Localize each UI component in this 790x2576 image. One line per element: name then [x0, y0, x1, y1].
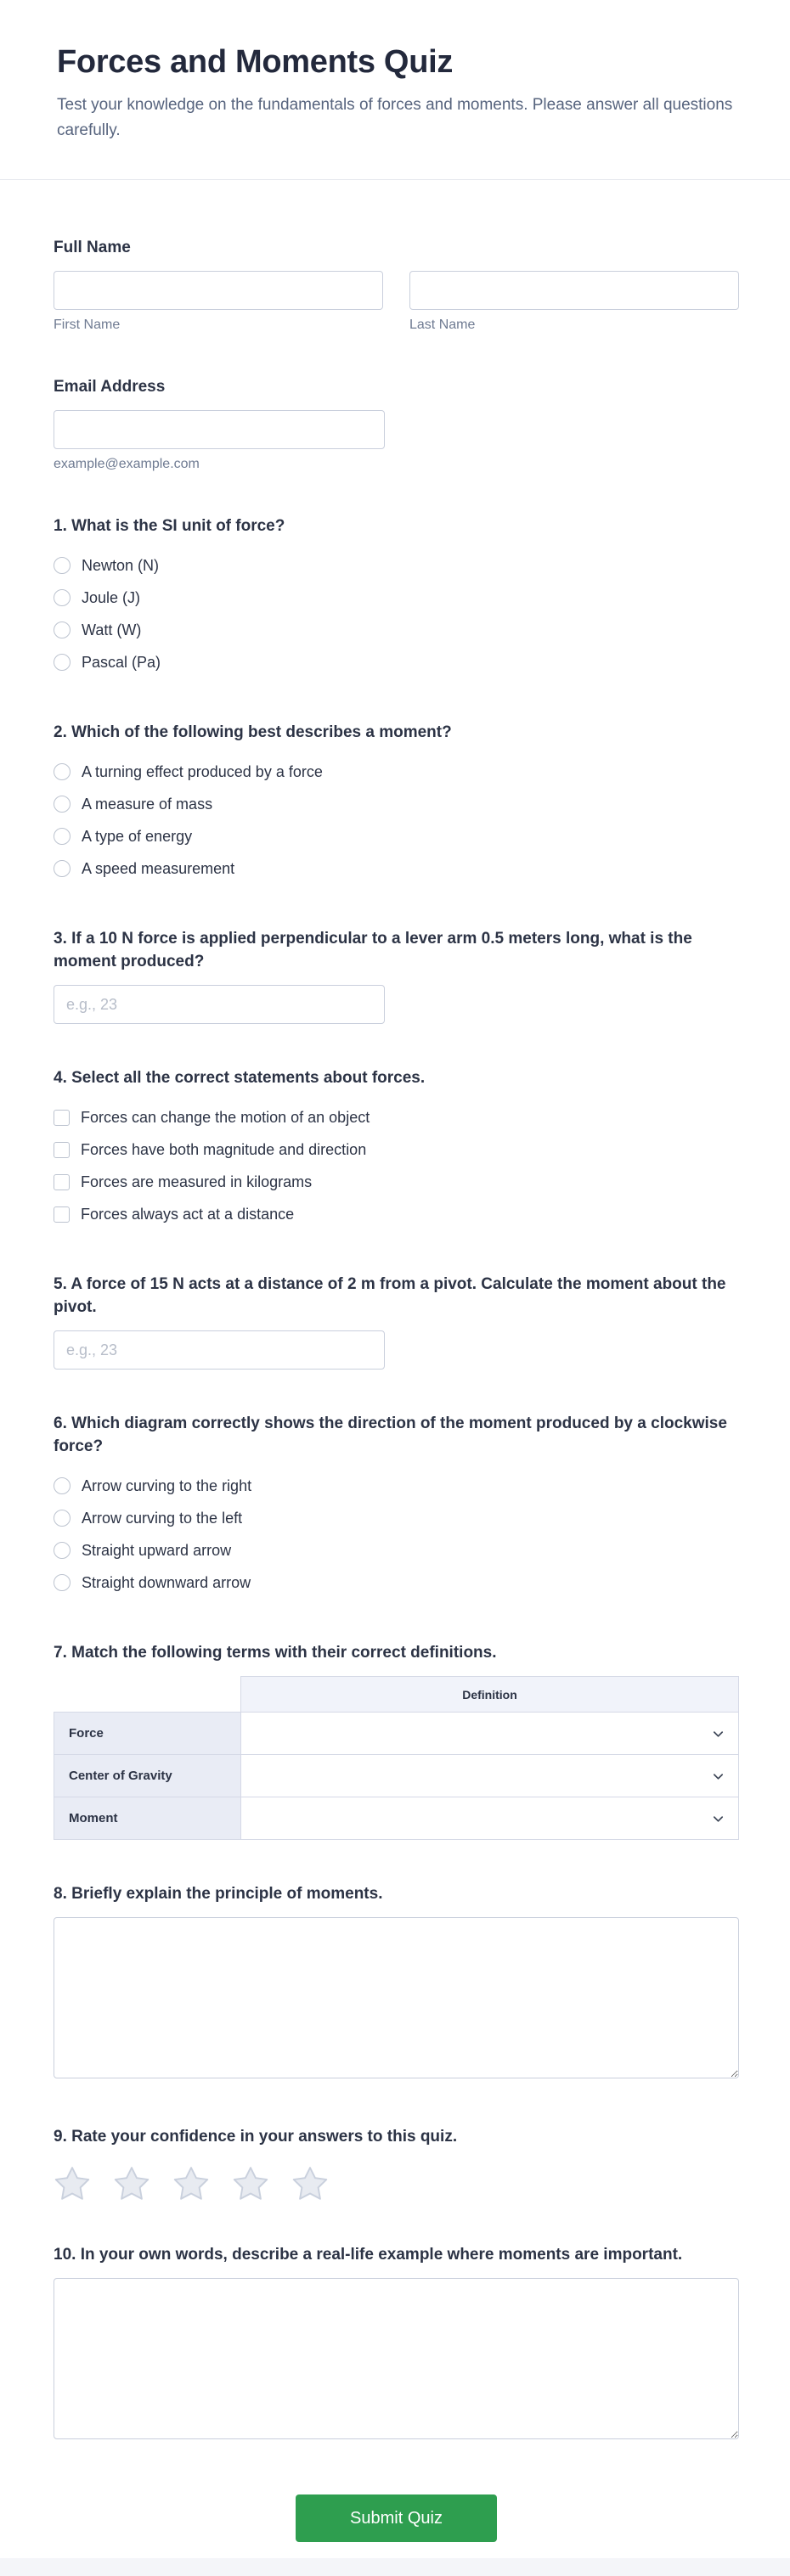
question-10-label: 10. In your own words, describe a real-life example where moments are important. [54, 2246, 683, 2264]
option-label: Watt (W) [82, 622, 142, 638]
radio-option[interactable] [54, 614, 141, 646]
star-icon[interactable] [172, 2165, 210, 2201]
option-label: A measure of mass [82, 796, 213, 813]
option-label: Straight downward arrow [82, 1574, 251, 1591]
option-label: Pascal (Pa) [82, 654, 161, 671]
radio-option[interactable] [54, 549, 159, 582]
question-3-input[interactable] [54, 985, 385, 1024]
matrix-dropdown-force[interactable] [241, 1713, 739, 1755]
chevron-down-icon [712, 1769, 725, 1782]
question-9 [54, 2125, 739, 2201]
last-name-sublabel: Last Name [409, 318, 476, 332]
radio-input[interactable] [54, 589, 71, 606]
email-sublabel: example@example.com [54, 457, 200, 471]
question-3 [54, 927, 739, 1024]
question-4-label: 4. Select all the correct statements about forces. [54, 1069, 426, 1087]
radio-input[interactable] [54, 796, 71, 813]
submit-button[interactable]: Submit Quiz [296, 2494, 497, 2542]
question-10 [54, 2243, 739, 2444]
star-icon[interactable] [54, 2165, 91, 2201]
field-email [54, 375, 739, 472]
radio-option[interactable] [54, 852, 234, 885]
option-label: Forces always act at a distance [81, 1206, 295, 1223]
question-6 [54, 1412, 739, 1599]
option-label: Straight upward arrow [82, 1542, 232, 1559]
checkbox-input[interactable] [54, 1174, 70, 1190]
checkbox-option[interactable] [54, 1101, 370, 1133]
matrix-corner-cell [54, 1677, 241, 1713]
checkbox-input[interactable] [54, 1206, 70, 1223]
option-label: Newton (N) [82, 557, 160, 574]
last-name-col [409, 271, 739, 333]
option-label: Joule (J) [82, 589, 141, 606]
question-2-options [54, 756, 739, 885]
chevron-down-icon [712, 1727, 725, 1740]
first-name-sublabel: First Name [54, 318, 121, 332]
question-5-label: 5. A force of 15 N acts at a distance of 2 m from a pivot. Calculate the moment about the pivot. [54, 1275, 726, 1316]
checkbox-input[interactable] [54, 1110, 70, 1126]
first-name-input[interactable] [54, 271, 383, 310]
option-label: A turning effect produced by a force [82, 763, 323, 780]
email-label: Email Address [54, 378, 166, 396]
page-footer [0, 2558, 790, 2576]
question-1-options [54, 549, 739, 678]
matrix-row [54, 1755, 739, 1797]
radio-option[interactable] [54, 646, 161, 678]
radio-option[interactable] [54, 820, 192, 852]
radio-input[interactable] [54, 763, 71, 780]
question-1-label: 1. What is the SI unit of force? [54, 517, 285, 535]
option-label: Arrow curving to the left [82, 1510, 243, 1527]
radio-input[interactable] [54, 654, 71, 671]
question-2-label: 2. Which of the following best describes a moment? [54, 723, 452, 741]
name-row [54, 271, 739, 333]
question-8-label: 8. Briefly explain the principle of moments. [54, 1885, 383, 1903]
form-body [0, 180, 790, 2576]
option-label: Forces can change the motion of an object [81, 1109, 370, 1126]
star-icon[interactable] [291, 2165, 329, 2201]
form-subtitle: Test your knowledge on the fundamentals of forces and moments. Please answer all questions carefully. [57, 96, 733, 139]
matrix-row-label: Moment [54, 1797, 241, 1840]
radio-option[interactable] [54, 582, 140, 614]
question-8 [54, 1882, 739, 2083]
last-name-input[interactable] [409, 271, 739, 310]
radio-option[interactable] [54, 1470, 251, 1502]
email-input[interactable] [54, 410, 385, 449]
field-full-name [54, 236, 739, 333]
question-6-label: 6. Which diagram correctly shows the direction of the moment produced by a clockwise force? [54, 1415, 727, 1455]
star-icon[interactable] [232, 2165, 269, 2201]
star-rating [54, 2160, 739, 2201]
question-3-label: 3. If a 10 N force is applied perpendicular to a lever arm 0.5 meters long, what is the moment produced? [54, 930, 692, 970]
question-4 [54, 1066, 739, 1230]
question-4-options [54, 1101, 739, 1230]
matrix-dropdown-moment[interactable] [241, 1797, 739, 1840]
radio-option[interactable] [54, 756, 323, 788]
option-label: Forces are measured in kilograms [81, 1173, 313, 1190]
matrix-table [54, 1676, 739, 1840]
radio-option[interactable] [54, 788, 212, 820]
matrix-row [54, 1713, 739, 1755]
checkbox-option[interactable] [54, 1198, 294, 1230]
full-name-label: Full Name [54, 239, 131, 256]
question-5-input[interactable] [54, 1330, 385, 1370]
question-8-textarea[interactable] [54, 1917, 739, 2078]
matrix-row [54, 1797, 739, 1840]
matrix-column-header: Definition [241, 1677, 739, 1713]
question-2 [54, 721, 739, 885]
radio-input[interactable] [54, 828, 71, 845]
question-9-label: 9. Rate your confidence in your answers to this quiz. [54, 2128, 458, 2146]
option-label: A speed measurement [82, 860, 235, 877]
first-name-col [54, 271, 383, 333]
chevron-down-icon [712, 1812, 725, 1825]
question-7-label: 7. Match the following terms with their correct definitions. [54, 1644, 497, 1662]
matrix-row-label: Force [54, 1713, 241, 1755]
radio-option[interactable] [54, 1534, 231, 1566]
question-10-textarea[interactable] [54, 2278, 739, 2439]
question-6-options [54, 1470, 739, 1599]
radio-input[interactable] [54, 1510, 71, 1527]
matrix-dropdown-center-of-gravity[interactable] [241, 1755, 739, 1797]
form-title: Forces and Moments Quiz [57, 44, 454, 80]
radio-input[interactable] [54, 1477, 71, 1494]
radio-input[interactable] [54, 622, 71, 638]
radio-option[interactable] [54, 1566, 251, 1599]
checkbox-option[interactable] [54, 1166, 312, 1198]
option-label: Forces have both magnitude and direction [81, 1141, 367, 1158]
checkbox-input[interactable] [54, 1142, 70, 1158]
form-header [0, 0, 790, 180]
radio-input[interactable] [54, 860, 71, 877]
question-7 [54, 1641, 739, 1840]
matrix-row-label: Center of Gravity [54, 1755, 241, 1797]
star-icon[interactable] [113, 2165, 150, 2201]
radio-input[interactable] [54, 557, 71, 574]
radio-input[interactable] [54, 1574, 71, 1591]
radio-option[interactable] [54, 1502, 242, 1534]
checkbox-option[interactable] [54, 1133, 366, 1166]
question-5 [54, 1273, 739, 1370]
question-1 [54, 515, 739, 678]
option-label: A type of energy [82, 828, 193, 845]
radio-input[interactable] [54, 1542, 71, 1559]
option-label: Arrow curving to the right [82, 1477, 252, 1494]
